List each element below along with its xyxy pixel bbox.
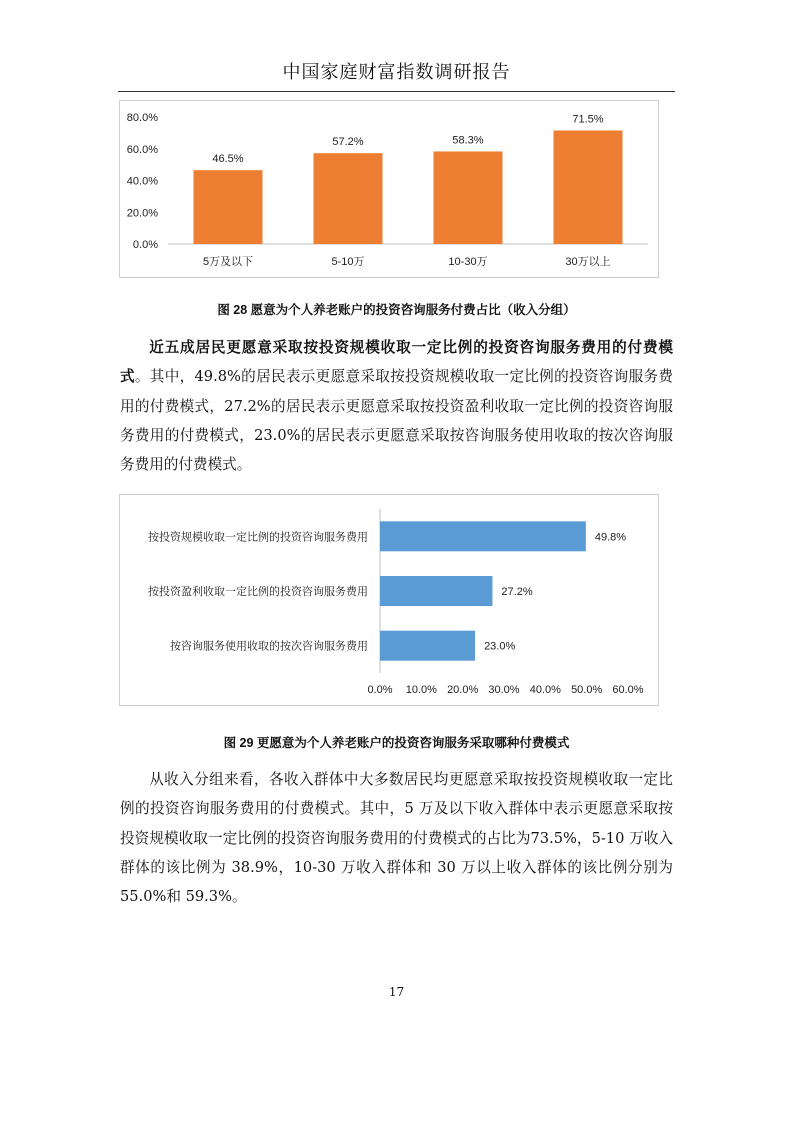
bar — [554, 130, 623, 244]
page-number: 17 — [388, 985, 405, 999]
paragraph-1-lead: 近五成居民更愿意采取按投资规模收取一定比例的投资咨询服务费用的付费模式 — [120, 339, 673, 386]
x-tick-label: 10.0% — [405, 684, 437, 696]
bar-value-label: 71.5% — [572, 113, 604, 126]
paragraph-1-body: 。其中，49.8%的居民表示更愿意采取按投资规模收取一定比例的投资咨询服务费用的付费模式，27.2%的居民表示更愿意采取按投资盈利收取一定比例的投资咨询服务费用的付费模式，23.0%的居民表示更愿意采取按咨询服务使用收取的按次咨询服务费用的付费模式。 — [120, 368, 673, 474]
bar — [380, 631, 475, 661]
figure-29-chart — [119, 494, 659, 706]
y-category-label: 按咨询服务使用收取的按次咨询服务费用 — [170, 640, 368, 653]
x-tick-label: 50.0% — [571, 684, 603, 696]
bar-value-label: 46.5% — [212, 153, 244, 166]
x-tick-label: 30万以上 — [565, 256, 611, 268]
x-tick-label: 30.0% — [488, 684, 520, 696]
figure-28-svg — [120, 101, 658, 277]
figure-28-chart — [119, 100, 659, 278]
bar-value-label: 49.8% — [594, 531, 627, 544]
bar-value-label: 58.3% — [452, 134, 484, 147]
y-tick-label: 0.0% — [132, 239, 158, 251]
bar-value-label: 23.0% — [484, 640, 516, 653]
x-tick-label: 5-10万 — [331, 256, 365, 268]
bar — [434, 151, 503, 244]
bar — [314, 153, 383, 244]
figure-29-svg — [120, 495, 658, 705]
y-category-label: 按投资盈利收取一定比例的投资咨询服务费用 — [148, 586, 368, 598]
paragraph-1 — [120, 333, 673, 479]
header-rule — [118, 91, 675, 92]
figure-28-caption: 图 28 愿意为个人养老账户的投资咨询服务付费占比（收入分组） — [217, 303, 576, 317]
x-tick-label: 40.0% — [529, 684, 561, 696]
x-tick-label: 60.0% — [612, 684, 644, 696]
y-tick-label: 60.0% — [126, 143, 158, 156]
bar-value-label: 27.2% — [501, 586, 533, 598]
bar-value-label: 57.2% — [332, 136, 364, 149]
x-tick-label: 5万及以下 — [202, 256, 254, 268]
y-tick-label: 80.0% — [126, 112, 158, 124]
bar — [380, 521, 586, 551]
y-category-label: 按投资规模收取一定比例的投资咨询服务费用 — [148, 531, 368, 544]
figure-29-caption: 图 29 更愿意为个人养老账户的投资咨询服务采取哪种付费模式 — [223, 736, 570, 750]
y-tick-label: 40.0% — [126, 175, 158, 188]
bar — [194, 170, 263, 244]
x-tick-label: 20.0% — [447, 684, 479, 696]
x-tick-label: 0.0% — [367, 684, 393, 696]
page-header: 中国家庭财富指数调研报告 — [282, 62, 511, 83]
x-tick-label: 10-30万 — [448, 256, 488, 268]
paragraph-2: 从收入分组来看，各收入群体中大多数居民均更愿意采取按投资规模收取一定比例的投资咨询服务费用的付费模式。其中，5 万及以下收入群体中表示更愿意采取按投资规模收取一定比例的投资咨询服务费用的付费模式的占比为73.5%，5-10 万收入群体的该比例为 38.9%，10-30 万收入群体和 30 万以上收入群体的该比例分别为 55.0%和 59.3%。 — [120, 771, 673, 906]
y-tick-label: 20.0% — [126, 207, 158, 220]
bar — [380, 576, 492, 606]
